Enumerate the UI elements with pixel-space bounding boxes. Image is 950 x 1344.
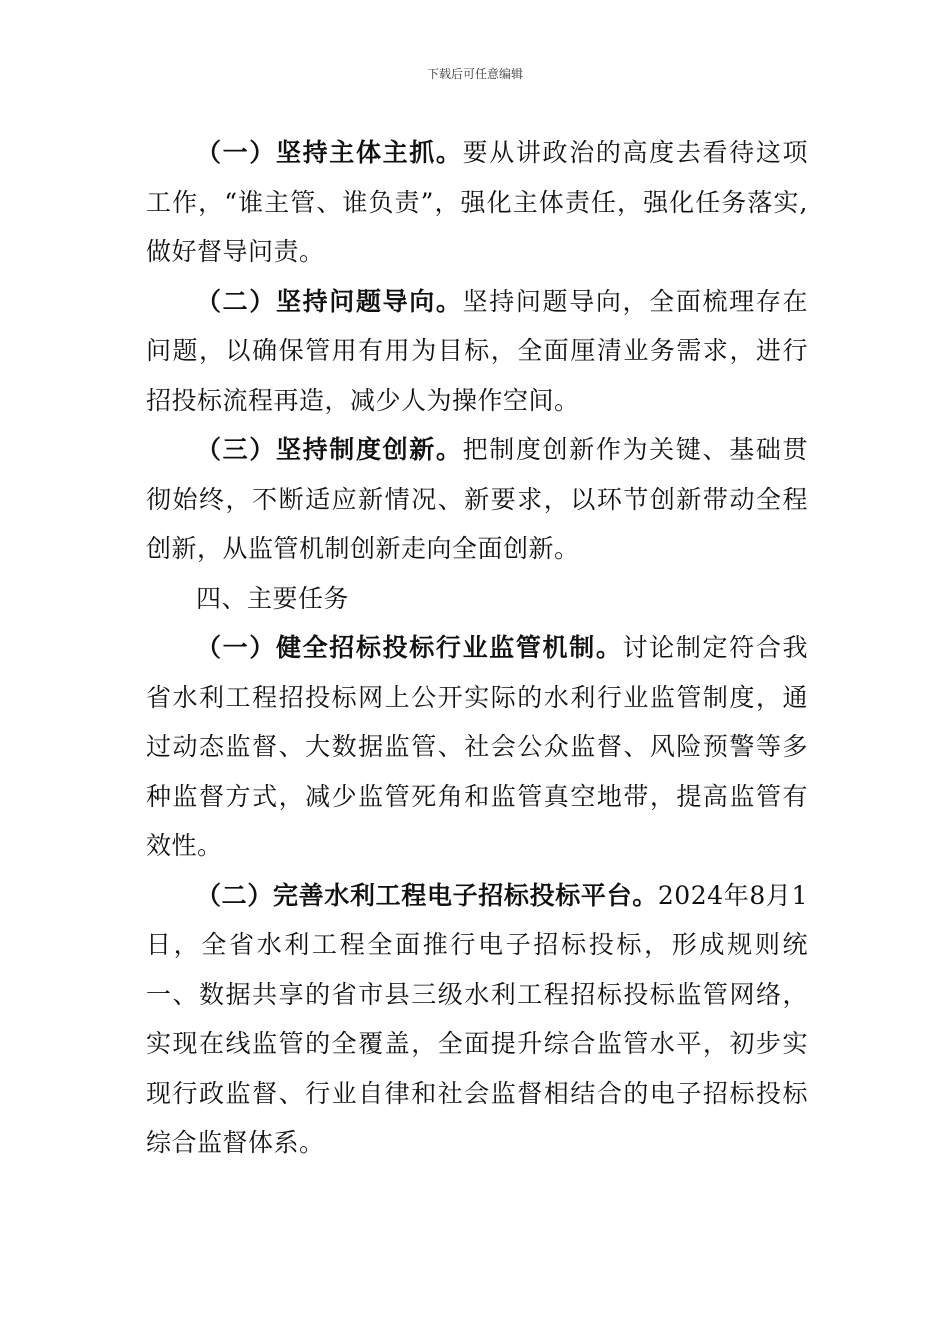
- paragraph-principle-3: [146, 425, 808, 574]
- paragraph-principle-2: [146, 277, 808, 426]
- paragraph-text: 把制度创新作为关键、基础贯彻始终，不断适应新情况、新要求，以环节创新带动全程创新，从监管机制创新走向全面创新。: [146, 435, 808, 563]
- paragraph-lead: （二）完善水利工程电子招标投标平台。: [196, 880, 658, 910]
- section-heading-text: 四、主要任务: [196, 583, 350, 613]
- paragraph-text: 要从讲政治的高度去看待这项工作，“谁主管、谁负责”，强化主体责任，强化任务落实,做好督导问责。: [146, 138, 808, 266]
- paragraph-lead: （二）坚持问题导向。: [196, 286, 463, 316]
- paragraph-lead: （三）坚持制度创新。: [196, 435, 463, 464]
- paragraph-task-2: [146, 871, 808, 1168]
- paragraph-lead: （一）健全招标投标行业监管机制。: [196, 633, 623, 662]
- paragraph-principle-1: [146, 128, 808, 277]
- page-header-note: 下载后可任意编辑: [426, 67, 523, 81]
- paragraph-task-1: [146, 623, 808, 871]
- paragraph-text: 坚持问题导向，全面梳理存在问题，以确保管用有用为目标，全面厘清业务需求，进行招投标流程再造，减少人为操作空间。: [146, 286, 808, 415]
- paragraph-lead: （一）坚持主体主抓。: [196, 138, 463, 167]
- paragraph-text: 2024年8月1日，全省水利工程全面推行电子招标投标，形成规则统一、数据共享的省市县三级水利工程招标投标监管网络，实现在线监管的全覆盖，全面提升综合监管水平，初步实现行政监督、行业自律和社会监督相结合的电子招标投标综合监督体系。: [146, 880, 808, 1157]
- document-body: [146, 128, 808, 1168]
- paragraph-text: 讨论制定符合我省水利工程招投标网上公开实际的水利行业监管制度，通过动态监督、大数据监管、社会公众监督、风险预警等多种监督方式，减少监管死角和监管真空地带，提高监管有效性。: [146, 633, 808, 860]
- section-heading: [146, 574, 808, 624]
